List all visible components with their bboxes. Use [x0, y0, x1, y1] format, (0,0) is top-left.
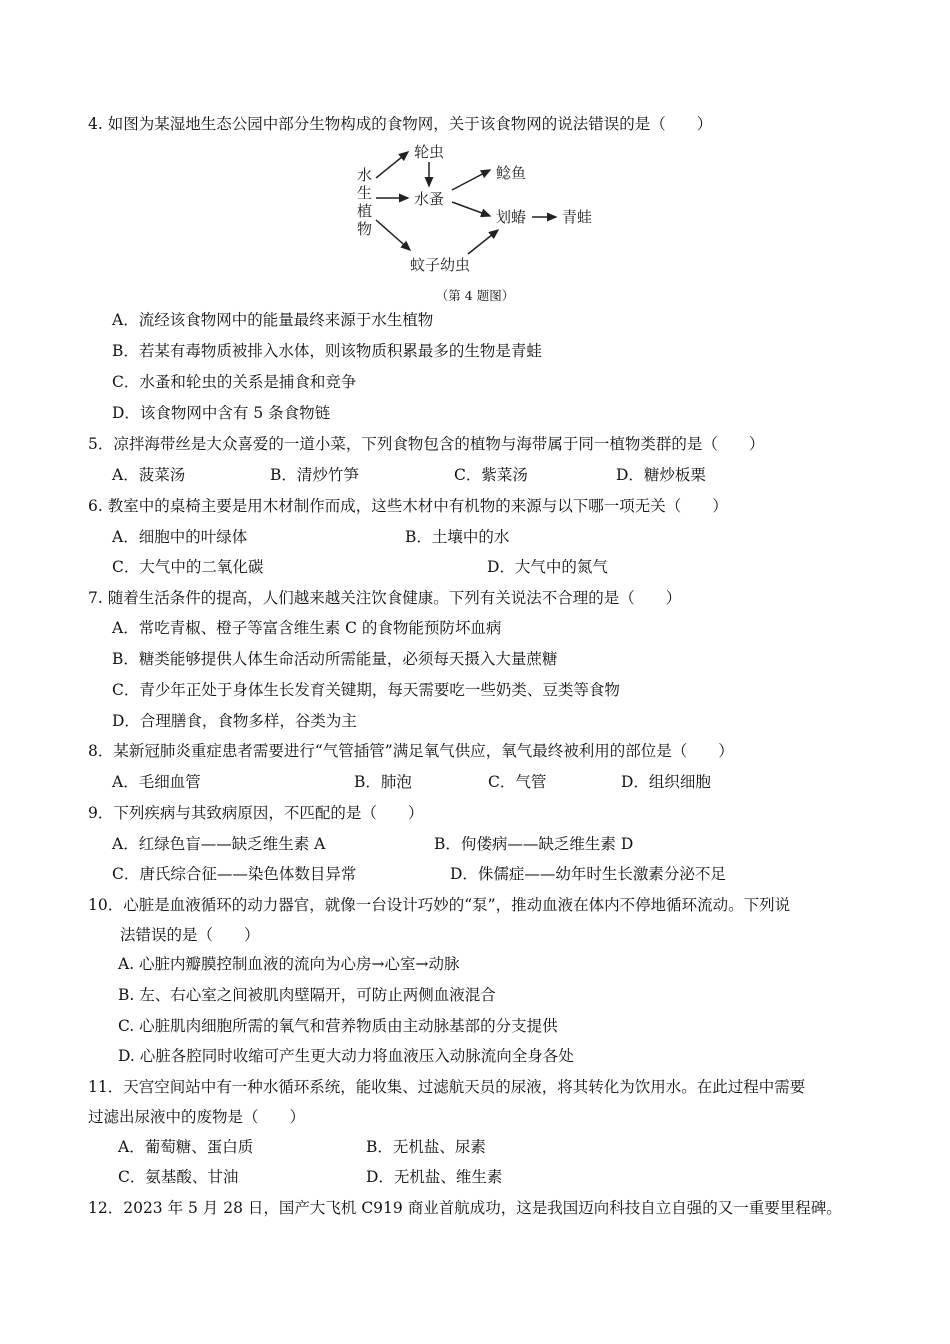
arrow-waterflea-insect — [452, 202, 490, 216]
node-frog: 青蛙 — [562, 208, 593, 226]
question-9-stem: 9．下列疾病与其致病原因，不匹配的是（ ） — [88, 804, 424, 822]
q11-option-a: A．葡萄糖、蛋白质 — [118, 1138, 254, 1156]
q6-option-b: B．土壤中的水 — [405, 528, 510, 546]
question-11-stem-line2: 过滤出尿液中的废物是（ ） — [88, 1108, 306, 1126]
q8-option-b: B．肺泡 — [354, 773, 412, 791]
q7-option-a: A．常吃青椒、橙子等富含维生素 C 的食物能预防坏血病 — [112, 619, 502, 637]
q11-option-d: D．无机盐、维生素 — [366, 1168, 503, 1186]
food-web-diagram — [340, 140, 620, 275]
q5-option-d: D．糖炒板栗 — [616, 466, 706, 484]
node-plant-3: 植 — [357, 202, 373, 220]
q7-option-d: D．合理膳食，食物多样，谷类为主 — [112, 712, 357, 730]
question-8-stem: 8．某新冠肺炎重症患者需要进行“气管插管”满足氧气供应，氧气最终被利用的部位是（ ） — [88, 742, 734, 760]
question-4-stem: 4. 如图为某湿地生态公园中部分生物构成的食物网，关于该食物网的说法错误的是（ ） — [88, 115, 713, 133]
question-7-stem: 7. 随着生活条件的提高，人们越来越关注饮食健康。下列有关说法不合理的是（ ） — [88, 589, 682, 607]
figure-caption: （第 4 题图） — [435, 288, 515, 303]
q10-option-d: D. 心脏各腔同时收缩可产生更大动力将血液压入动脉流向全身各处 — [118, 1047, 574, 1065]
q5-option-c: C．紫菜汤 — [454, 466, 528, 484]
question-5-stem: 5．凉拌海带丝是大众喜爱的一道小菜，下列食物包含的植物与海带属于同一植物类群的是（ ） — [88, 435, 765, 453]
node-larva: 蚊子幼虫 — [410, 256, 471, 274]
q8-option-a: A．毛细血管 — [112, 773, 201, 791]
q11-option-b: B．无机盐、尿素 — [366, 1138, 486, 1156]
q4-option-c: C．水蚤和轮虫的关系是捕食和竞争 — [112, 373, 357, 391]
q11-option-c: C．氨基酸、甘油 — [118, 1168, 239, 1186]
food-web-svg — [340, 140, 620, 275]
arrow-plant-larva — [376, 220, 410, 250]
question-11-stem-line1: 11．天宫空间站中有一种水循环系统，能收集、过滤航天员的尿液，将其转化为饮用水。在此过程中需要 — [88, 1078, 806, 1096]
q4-option-b: B．若某有毒物质被排入水体，则该物质积累最多的生物是青蛙 — [112, 342, 542, 360]
q4-option-a: A．流经该食物网中的能量最终来源于水生植物 — [112, 311, 434, 329]
q6-option-c: C．大气中的二氧化碳 — [112, 558, 264, 576]
q10-option-c: C. 心脏肌肉细胞所需的氧气和营养物质由主动脉基部的分支提供 — [118, 1017, 558, 1035]
q10-option-b: B. 左、右心室之间被肌肉壁隔开，可防止两侧血液混合 — [118, 986, 496, 1004]
question-6-stem: 6. 教室中的桌椅主要是用木材制作而成，这些木材中有机物的来源与以下哪一项无关（ ） — [88, 497, 728, 515]
q5-option-b: B．清炒竹笋 — [270, 466, 359, 484]
q7-option-b: B．糖类能够提供人体生命活动所需能量，必须每天摄入大量蔗糖 — [112, 650, 558, 668]
arrow-larva-insect — [468, 230, 498, 254]
node-plant-1: 水 — [357, 166, 373, 184]
q7-option-c: C．青少年正处于身体生长发育关键期，每天需要吃一些奶类、豆类等食物 — [112, 681, 620, 699]
q6-option-d: D．大气中的氮气 — [487, 558, 608, 576]
q8-option-d: D．组织细胞 — [621, 773, 711, 791]
q5-option-a: A．菠菜汤 — [112, 466, 186, 484]
arrow-plant-rotifer — [376, 152, 408, 178]
q9-option-c: C．唐氏综合征——染色体数目异常 — [112, 865, 357, 883]
node-fish: 鲶鱼 — [496, 164, 527, 182]
node-insect: 划蝽 — [496, 208, 527, 226]
question-12-stem: 12．2023 年 5 月 28 日，国产大飞机 C919 商业首航成功，这是我国迈向科技自立自强的又一重要里程碑。 — [88, 1199, 842, 1217]
q9-option-d: D．侏儒症——幼年时生长激素分泌不足 — [450, 865, 726, 883]
q10-option-a: A. 心脏内瓣膜控制血液的流向为心房→心室→动脉 — [118, 955, 460, 973]
q9-option-a: A．红绿色盲——缺乏维生素 A — [112, 835, 326, 853]
q8-option-c: C．气管 — [488, 773, 547, 791]
question-10-stem-line2: 法错误的是（ ） — [120, 926, 260, 944]
q6-option-a: A．细胞中的叶绿体 — [112, 528, 248, 546]
node-plant-4: 物 — [357, 220, 373, 238]
node-rotifer: 轮虫 — [414, 143, 445, 161]
question-10-stem-line1: 10．心脏是血液循环的动力器官，就像一台设计巧妙的“泵”，推动血液在体内不停地循环流动。下列说 — [88, 896, 791, 914]
node-water-flea: 水蚤 — [414, 190, 445, 208]
q9-option-b: B．佝偻病——缺乏维生素 D — [434, 835, 634, 853]
q4-option-d: D．该食物网中含有 5 条食物链 — [112, 404, 331, 422]
arrow-waterflea-fish — [452, 170, 490, 190]
node-plant-2: 生 — [357, 184, 373, 202]
